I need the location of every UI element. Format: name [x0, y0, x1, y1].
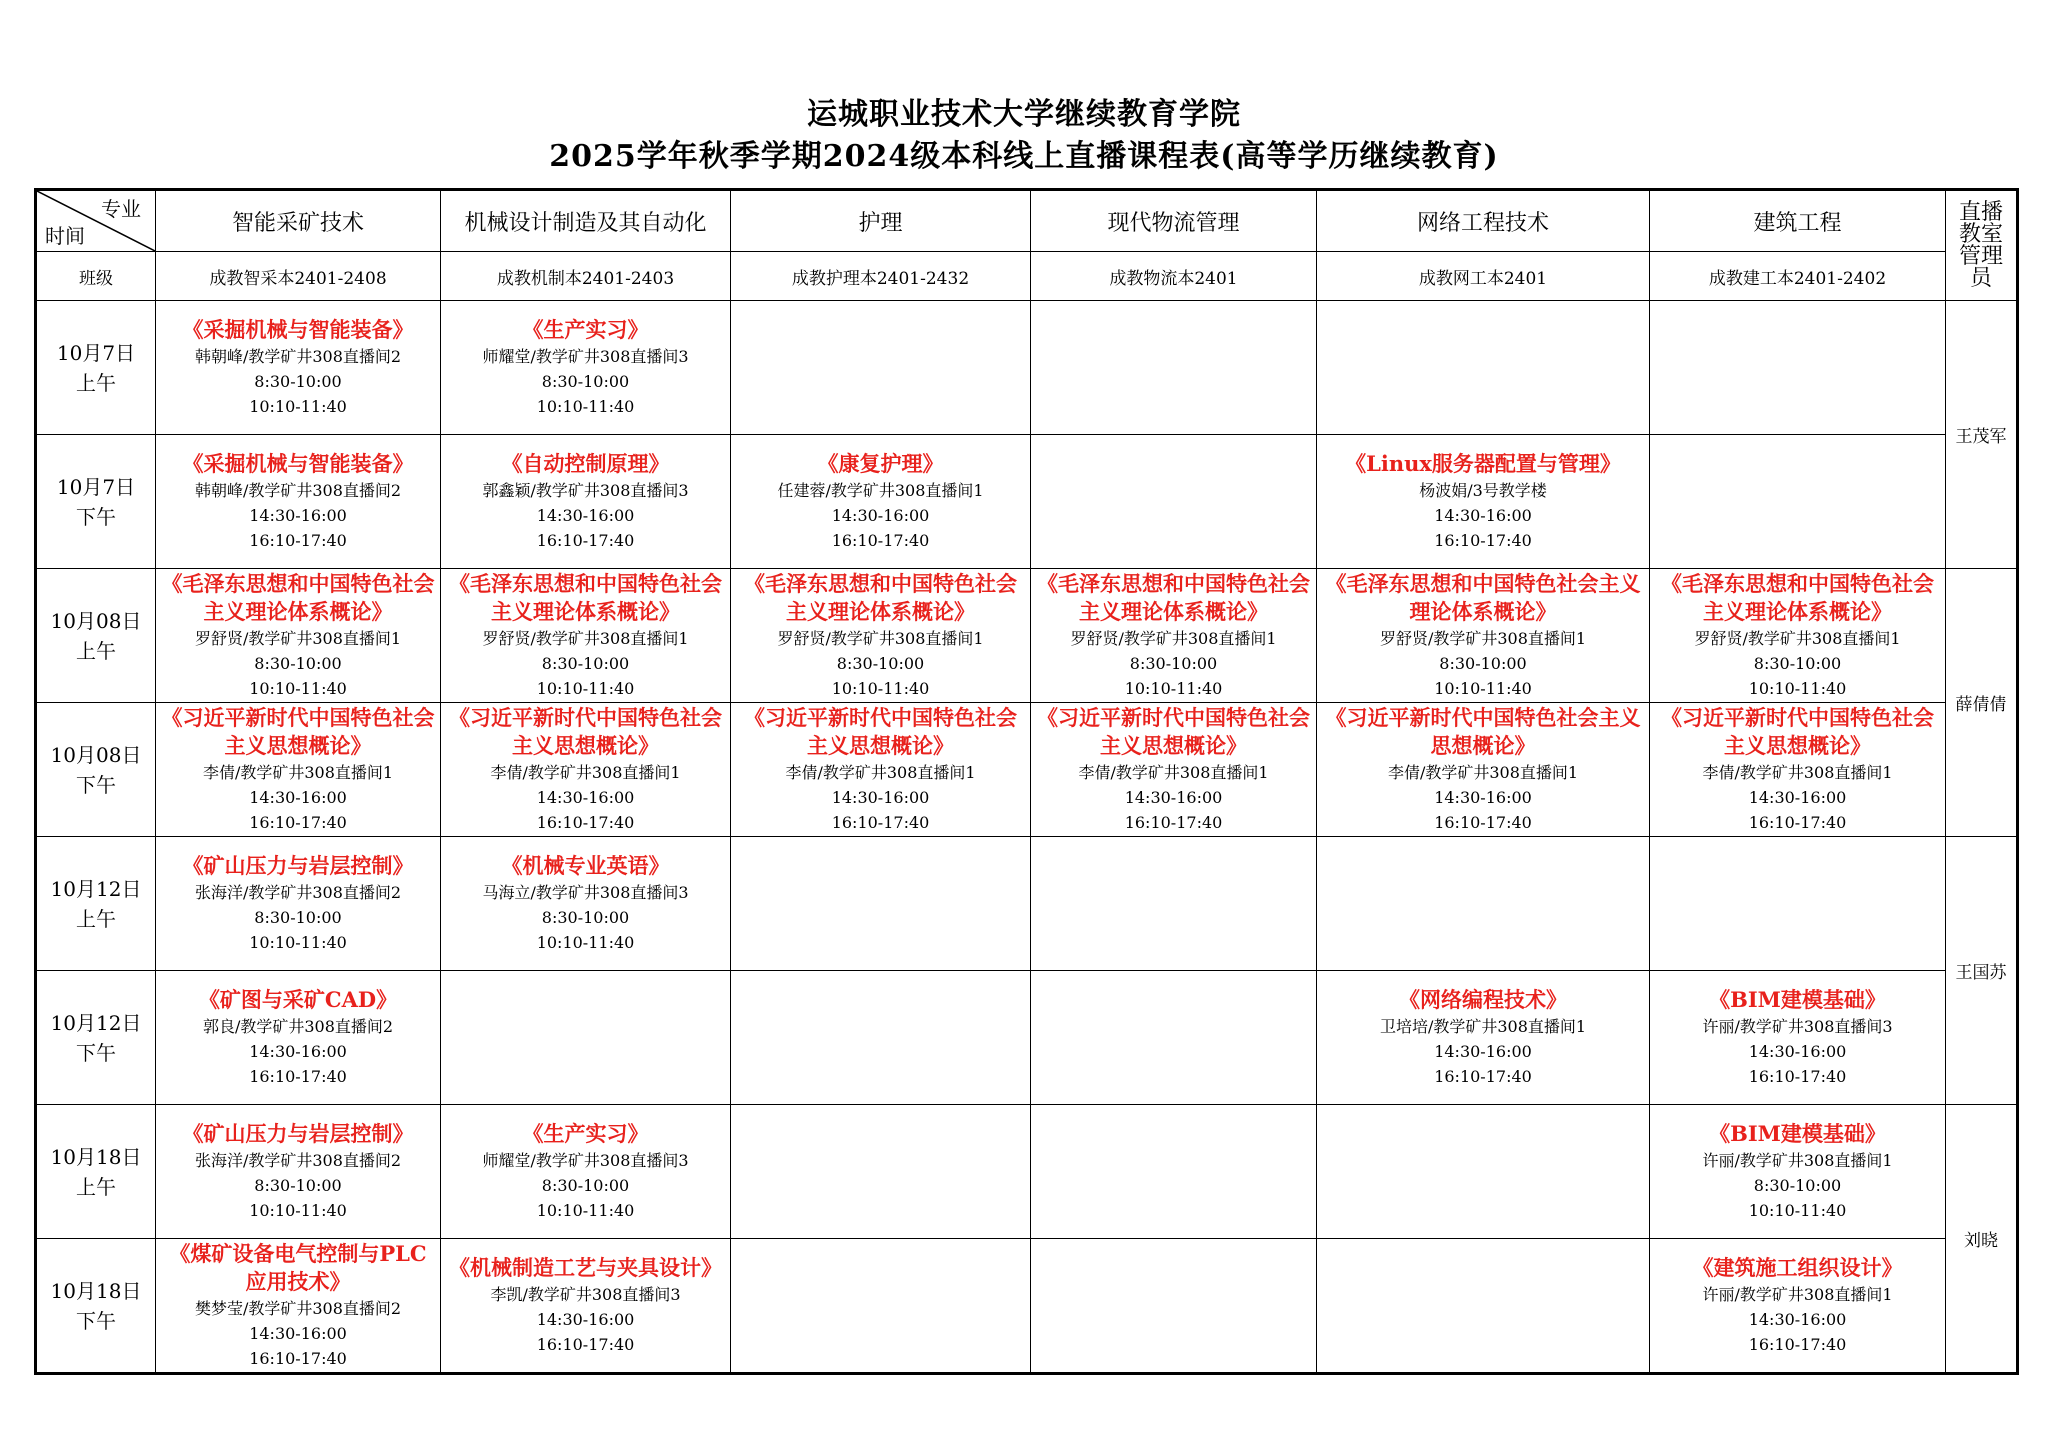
teacher-room: 马海立/教学矿井308直播间3 [482, 883, 689, 902]
teacher-room: 杨波娟/3号教学楼 [1419, 481, 1547, 500]
date-period-cell [36, 837, 156, 971]
empty-cell [1031, 971, 1317, 1105]
teacher-room: 罗舒贤/教学矿井308直播间1 [1070, 629, 1277, 648]
manager-cell: 王国苏 [1946, 837, 2018, 1105]
time-slot-1: 14:30-16:00 [1748, 1042, 1847, 1061]
time-slot-1: 8:30-10:00 [1439, 654, 1527, 673]
course-title: 《习近平新时代中国特色社会主义思想概论》 [449, 705, 722, 758]
time-slot-2: 16:10-17:40 [536, 1335, 635, 1354]
time-slot-1: 8:30-10:00 [541, 372, 630, 391]
course-cell [156, 1105, 441, 1239]
time-slot-2: 10:10-11:40 [1124, 679, 1223, 698]
date-label: 10月08日 [50, 742, 142, 767]
time-slot-1: 8:30-10:00 [254, 372, 342, 391]
course-cell [1317, 703, 1650, 837]
teacher-room: 罗舒贤/教学矿井308直播间1 [194, 629, 402, 648]
schedule-table [34, 188, 2019, 1375]
manager-cell: 刘晓 [1946, 1105, 2018, 1374]
time-slot-2: 10:10-11:40 [1748, 1201, 1847, 1220]
schedule-row [36, 569, 2018, 703]
time-slot-1: 14:30-16:00 [249, 1324, 347, 1343]
empty-cell [1317, 1239, 1650, 1374]
course-title: 《生产实习》 [522, 1121, 649, 1146]
time-slot-2: 10:10-11:40 [536, 933, 635, 952]
teacher-room: 许丽/教学矿井308直播间1 [1702, 1285, 1893, 1304]
header-row [36, 190, 2018, 252]
course-cell [1031, 569, 1317, 703]
class-cell: 成教智采本2401-2408 [156, 252, 441, 301]
time-slot-1: 14:30-16:00 [249, 1042, 347, 1061]
empty-cell [1317, 1105, 1650, 1239]
course-cell [441, 837, 731, 971]
time-slot-2: 16:10-17:40 [1124, 813, 1223, 832]
period-label: 下午 [76, 772, 116, 797]
time-slot-2: 16:10-17:40 [249, 813, 347, 832]
time-slot-1: 14:30-16:00 [1748, 788, 1847, 807]
time-slot-2: 10:10-11:40 [249, 397, 347, 416]
class-label: 班级 [36, 252, 156, 301]
date-period-cell [36, 1105, 156, 1239]
course-title: 《煤矿设备电气控制与PLC应用技术》 [169, 1241, 427, 1294]
time-slot-1: 8:30-10:00 [254, 908, 342, 927]
major-header: 现代物流管理 [1031, 190, 1317, 252]
date-label: 10月12日 [50, 1010, 142, 1035]
time-slot-1: 14:30-16:00 [1434, 506, 1532, 525]
teacher-room: 任建蓉/教学矿井308直播间1 [777, 481, 984, 500]
course-cell [156, 837, 441, 971]
course-title: 《矿山压力与岩层控制》 [182, 853, 414, 878]
date-label: 10月18日 [50, 1144, 142, 1169]
period-label: 上午 [76, 370, 116, 395]
major-header: 智能采矿技术 [156, 190, 441, 252]
time-slot-1: 14:30-16:00 [1124, 788, 1223, 807]
class-cell: 成教物流本2401 [1031, 252, 1317, 301]
course-title: 《机械制造工艺与夹具设计》 [449, 1255, 722, 1280]
teacher-room: 郭鑫颖/教学矿井308直播间3 [482, 481, 689, 500]
corner-major-label: 专业 [101, 197, 141, 221]
course-cell [1650, 569, 1946, 703]
course-title: 《Linux服务器配置与管理》 [1345, 451, 1621, 476]
period-label: 上午 [76, 638, 116, 663]
time-slot-1: 8:30-10:00 [1753, 1176, 1842, 1195]
time-slot-1: 8:30-10:00 [541, 908, 630, 927]
empty-cell [1317, 837, 1650, 971]
class-cell: 成教护理本2401-2432 [731, 252, 1031, 301]
time-slot-2: 10:10-11:40 [536, 397, 635, 416]
course-title: 《机械专业英语》 [501, 853, 670, 878]
teacher-room: 卫培培/教学矿井308直播间1 [1379, 1017, 1587, 1036]
course-title: 《矿图与采矿CAD》 [198, 987, 398, 1012]
document-title [0, 94, 2048, 178]
time-slot-1: 14:30-16:00 [1434, 788, 1532, 807]
course-title: 《毛泽东思想和中国特色社会主义理论体系概论》 [161, 571, 435, 624]
time-slot-1: 14:30-16:00 [249, 788, 347, 807]
empty-cell [731, 837, 1031, 971]
empty-cell [441, 971, 731, 1105]
schedule-row [36, 435, 2018, 569]
schedule-body [36, 301, 2018, 1374]
time-slot-1: 14:30-16:00 [536, 788, 635, 807]
empty-cell [1031, 301, 1317, 435]
schedule-row [36, 703, 2018, 837]
course-title: 《毛泽东思想和中国特色社会主义理论体系概论》 [1325, 571, 1641, 624]
course-cell [441, 1105, 731, 1239]
time-slot-1: 8:30-10:00 [541, 1176, 630, 1195]
time-slot-1: 8:30-10:00 [1753, 654, 1842, 673]
time-slot-2: 16:10-17:40 [249, 1349, 347, 1368]
time-slot-2: 10:10-11:40 [536, 679, 635, 698]
course-cell [1650, 971, 1946, 1105]
course-cell [731, 703, 1031, 837]
course-title: 《自动控制原理》 [501, 451, 670, 476]
course-cell [1650, 1239, 1946, 1374]
date-label: 10月12日 [50, 876, 142, 901]
teacher-room: 樊梦莹/教学矿井308直播间2 [194, 1299, 402, 1318]
time-slot-2: 16:10-17:40 [831, 531, 930, 550]
empty-cell [731, 1239, 1031, 1374]
time-slot-1: 14:30-16:00 [536, 1310, 635, 1329]
course-cell [1317, 971, 1650, 1105]
time-slot-2: 10:10-11:40 [249, 933, 347, 952]
teacher-room: 韩朝峰/教学矿井308直播间2 [194, 347, 402, 366]
time-slot-2: 10:10-11:40 [831, 679, 930, 698]
course-cell [441, 435, 731, 569]
title-line-2: 2025学年秋季学期2024级本科线上直播课程表(高等学历继续教育) [549, 139, 1499, 174]
teacher-room: 李凯/教学矿井308直播间3 [490, 1285, 681, 1304]
teacher-room: 罗舒贤/教学矿井308直播间1 [1694, 629, 1901, 648]
period-label: 上午 [76, 906, 116, 931]
time-slot-2: 16:10-17:40 [1434, 531, 1532, 550]
teacher-room: 韩朝峰/教学矿井308直播间2 [194, 481, 402, 500]
course-cell [156, 971, 441, 1105]
course-title: 《习近平新时代中国特色社会主义思想概论》 [1661, 705, 1934, 758]
manager-cell: 王茂军 [1946, 301, 2018, 569]
time-slot-1: 8:30-10:00 [254, 1176, 342, 1195]
major-header: 网络工程技术 [1317, 190, 1650, 252]
time-slot-2: 10:10-11:40 [249, 1201, 347, 1220]
teacher-room: 李倩/教学矿井308直播间1 [1387, 763, 1579, 782]
time-slot-2: 16:10-17:40 [249, 1067, 347, 1086]
course-cell [1317, 569, 1650, 703]
empty-cell [731, 301, 1031, 435]
course-cell [441, 703, 731, 837]
course-title: 《习近平新时代中国特色社会主义思想概论》 [161, 705, 435, 758]
empty-cell [731, 1105, 1031, 1239]
major-header: 建筑工程 [1650, 190, 1946, 252]
course-title: 《康复护理》 [817, 451, 944, 476]
course-title: 《生产实习》 [522, 317, 649, 342]
time-slot-2: 16:10-17:40 [249, 531, 347, 550]
corner-time-label: 时间 [45, 224, 85, 248]
teacher-room: 郭良/教学矿井308直播间2 [202, 1017, 394, 1036]
empty-cell [1650, 435, 1946, 569]
period-label: 上午 [76, 1174, 116, 1199]
time-slot-1: 14:30-16:00 [249, 506, 347, 525]
empty-cell [1650, 837, 1946, 971]
course-title: 《BIM建模基础》 [1709, 987, 1886, 1012]
time-slot-2: 16:10-17:40 [1748, 813, 1847, 832]
course-cell [441, 301, 731, 435]
time-slot-2: 16:10-17:40 [536, 531, 635, 550]
course-cell [1650, 1105, 1946, 1239]
course-title: 《采掘机械与智能装备》 [182, 451, 414, 476]
schedule-row [36, 971, 2018, 1105]
time-slot-1: 14:30-16:00 [536, 506, 635, 525]
time-slot-1: 8:30-10:00 [254, 654, 342, 673]
course-title: 《采掘机械与智能装备》 [182, 317, 414, 342]
teacher-room: 罗舒贤/教学矿井308直播间1 [482, 629, 689, 648]
course-title: 《毛泽东思想和中国特色社会主义理论体系概论》 [1661, 571, 1934, 624]
manager-header: 直播教室管理员 [1946, 190, 2018, 301]
course-cell [156, 703, 441, 837]
course-title: 《习近平新时代中国特色社会主义思想概论》 [744, 705, 1017, 758]
time-slot-2: 10:10-11:40 [536, 1201, 635, 1220]
teacher-room: 罗舒贤/教学矿井308直播间1 [777, 629, 984, 648]
course-title: 《毛泽东思想和中国特色社会主义理论体系概论》 [1037, 571, 1310, 624]
date-label: 10月7日 [56, 340, 136, 365]
date-period-cell [36, 301, 156, 435]
teacher-room: 许丽/教学矿井308直播间1 [1702, 1151, 1893, 1170]
time-slot-1: 8:30-10:00 [836, 654, 925, 673]
period-label: 下午 [76, 504, 116, 529]
course-title: 《建筑施工组织设计》 [1692, 1255, 1903, 1280]
date-period-cell [36, 435, 156, 569]
time-slot-2: 16:10-17:40 [1748, 1067, 1847, 1086]
course-cell [156, 569, 441, 703]
time-slot-1: 14:30-16:00 [831, 506, 930, 525]
time-slot-1: 14:30-16:00 [831, 788, 930, 807]
empty-cell [1031, 1239, 1317, 1374]
schedule-row [36, 301, 2018, 435]
manager-cell: 薛倩倩 [1946, 569, 2018, 837]
teacher-room: 师耀堂/教学矿井308直播间3 [482, 347, 689, 366]
date-period-cell [36, 569, 156, 703]
schedule-row [36, 837, 2018, 971]
date-label: 10月18日 [50, 1278, 142, 1303]
period-label: 下午 [76, 1040, 116, 1065]
teacher-room: 李倩/教学矿井308直播间1 [1078, 763, 1269, 782]
date-label: 10月7日 [56, 474, 136, 499]
date-label: 10月08日 [50, 608, 142, 633]
course-cell [731, 569, 1031, 703]
empty-cell [1031, 435, 1317, 569]
date-period-cell [36, 703, 156, 837]
course-cell [441, 569, 731, 703]
class-cell: 成教机制本2401-2403 [441, 252, 731, 301]
course-title: 《毛泽东思想和中国特色社会主义理论体系概论》 [449, 571, 722, 624]
period-label: 下午 [76, 1308, 116, 1333]
time-slot-2: 16:10-17:40 [1434, 1067, 1532, 1086]
teacher-room: 罗舒贤/教学矿井308直播间1 [1379, 629, 1587, 648]
major-header: 护理 [731, 190, 1031, 252]
course-title: 《矿山压力与岩层控制》 [182, 1121, 414, 1146]
time-slot-2: 16:10-17:40 [1434, 813, 1532, 832]
course-cell [156, 435, 441, 569]
schedule-row [36, 1239, 2018, 1374]
time-slot-2: 16:10-17:40 [536, 813, 635, 832]
empty-cell [1031, 837, 1317, 971]
empty-cell [731, 971, 1031, 1105]
time-slot-2: 16:10-17:40 [1748, 1335, 1847, 1354]
empty-cell [1031, 1105, 1317, 1239]
course-title: 《习近平新时代中国特色社会主义思想概论》 [1037, 705, 1310, 758]
time-slot-2: 16:10-17:40 [831, 813, 930, 832]
course-cell [1650, 703, 1946, 837]
teacher-room: 李倩/教学矿井308直播间1 [490, 763, 681, 782]
schedule-row [36, 1105, 2018, 1239]
time-slot-1: 8:30-10:00 [541, 654, 630, 673]
time-slot-1: 8:30-10:00 [1129, 654, 1218, 673]
teacher-room: 李倩/教学矿井308直播间1 [202, 763, 394, 782]
corner-cell [36, 190, 156, 252]
class-cell: 成教建工本2401-2402 [1650, 252, 1946, 301]
course-cell [1317, 435, 1650, 569]
course-cell [156, 301, 441, 435]
course-title: 《网络编程技术》 [1399, 987, 1567, 1012]
teacher-room: 张海洋/教学矿井308直播间2 [194, 883, 402, 902]
time-slot-2: 10:10-11:40 [1434, 679, 1532, 698]
course-title: 《习近平新时代中国特色社会主义思想概论》 [1325, 705, 1641, 758]
teacher-room: 师耀堂/教学矿井308直播间3 [482, 1151, 689, 1170]
teacher-room: 许丽/教学矿井308直播间3 [1702, 1017, 1893, 1036]
course-cell [441, 1239, 731, 1374]
time-slot-2: 10:10-11:40 [1748, 679, 1847, 698]
course-cell [1031, 703, 1317, 837]
class-cell: 成教网工本2401 [1317, 252, 1650, 301]
empty-cell [1317, 301, 1650, 435]
empty-cell [1650, 301, 1946, 435]
teacher-room: 李倩/教学矿井308直播间1 [1702, 763, 1893, 782]
time-slot-1: 14:30-16:00 [1434, 1042, 1532, 1061]
time-slot-1: 14:30-16:00 [1748, 1310, 1847, 1329]
date-period-cell [36, 971, 156, 1105]
title-line-1: 运城职业技术大学继续教育学院 [807, 97, 1241, 132]
teacher-room: 张海洋/教学矿井308直播间2 [194, 1151, 402, 1170]
course-cell [156, 1239, 441, 1374]
course-title: 《毛泽东思想和中国特色社会主义理论体系概论》 [744, 571, 1017, 624]
major-header: 机械设计制造及其自动化 [441, 190, 731, 252]
class-row [36, 252, 2018, 301]
teacher-room: 李倩/教学矿井308直播间1 [785, 763, 976, 782]
date-period-cell [36, 1239, 156, 1374]
course-cell [731, 435, 1031, 569]
course-title: 《BIM建模基础》 [1709, 1121, 1886, 1146]
time-slot-2: 10:10-11:40 [249, 679, 347, 698]
